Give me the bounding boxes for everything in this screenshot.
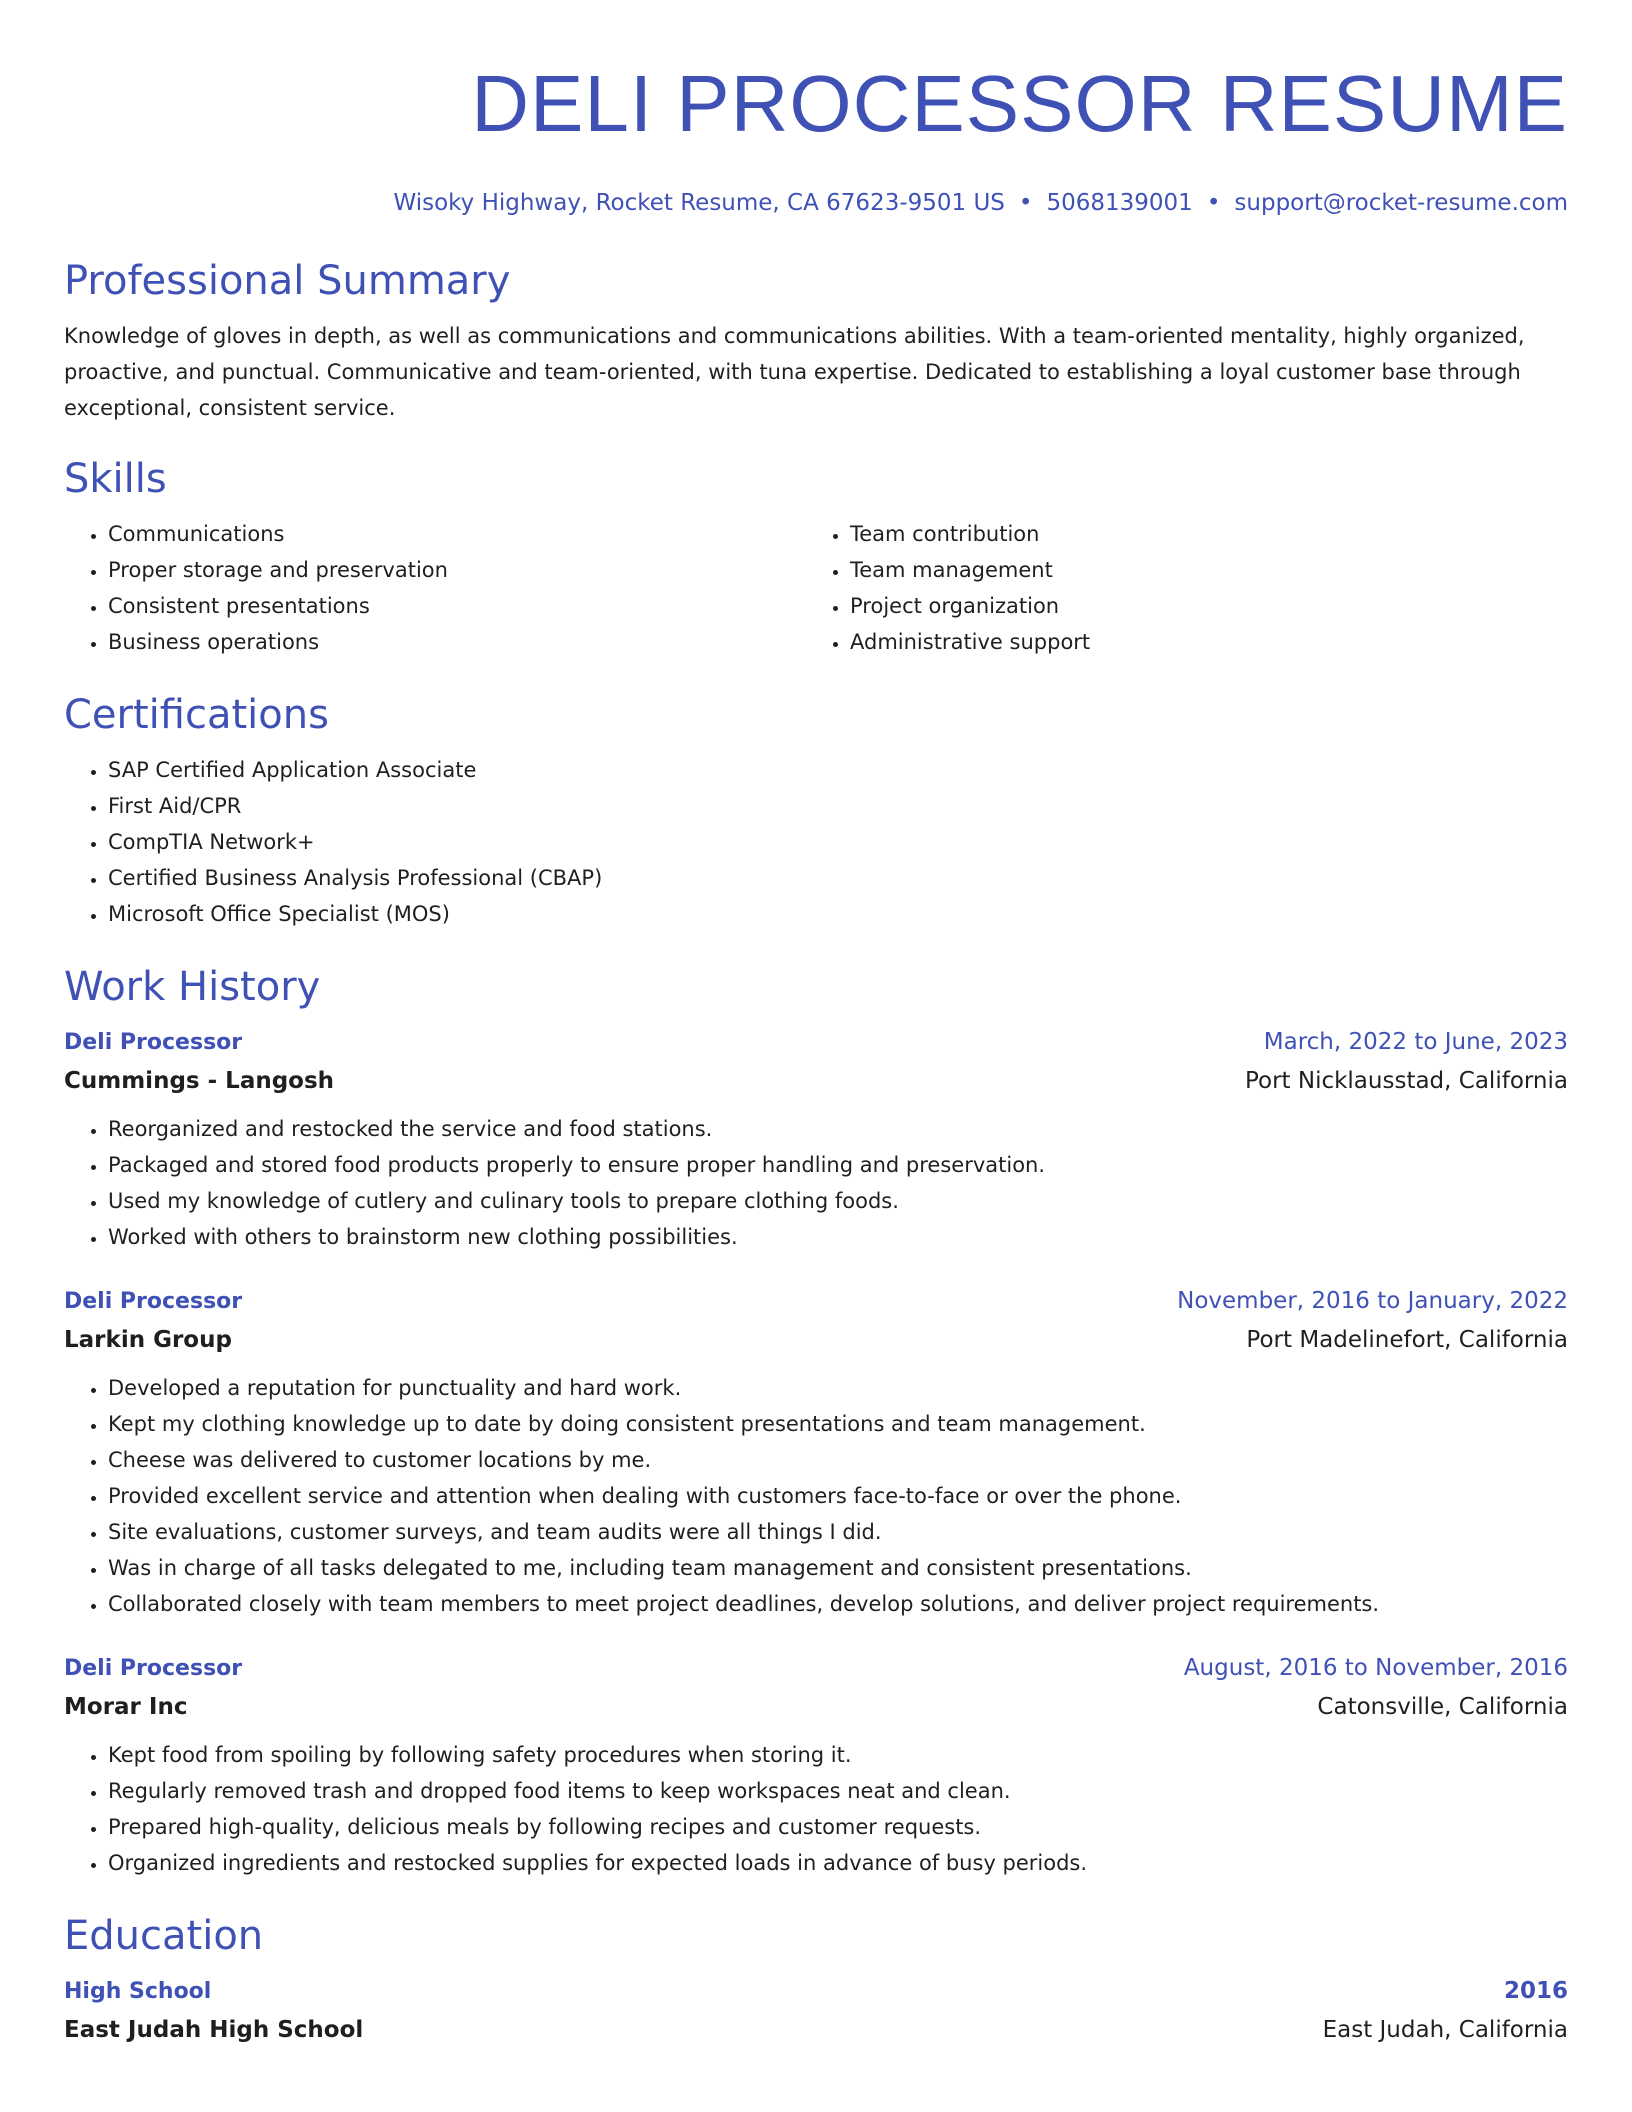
- job-entry: [64, 1650, 1568, 1881]
- contact-separator: •: [1018, 190, 1033, 216]
- job-dates: November, 2016 to January, 2022: [1177, 1288, 1568, 1314]
- skill-item: • Project organization: [850, 588, 1548, 624]
- education-school: East Judah High School: [64, 2017, 364, 2043]
- resume-page: [64, 0, 1568, 2050]
- contact-phone[interactable]: 5068139001: [1046, 190, 1193, 216]
- skills-column-left: [64, 516, 806, 660]
- job-entry: [64, 1283, 1568, 1622]
- job-title: Deli Processor: [64, 1289, 243, 1314]
- summary-text: Knowledge of gloves in depth, as well as communications and communications abilities. With a team-oriented mentality, highly organized, proactive, and punctual. Communicative and team-oriented, with tuna expertise. Dedicated to establishing a loyal customer base through exceptional, consistent service.: [64, 324, 1525, 420]
- job-title: Deli Processor: [64, 1030, 243, 1055]
- job-duty: • Organized ingredients and restocked supplies for expected loads in advance of busy periods.: [108, 1845, 1568, 1881]
- skill-item: • Proper storage and preservation: [108, 552, 806, 588]
- job-duty: • Kept my clothing knowledge up to date by doing consistent presentations and team management.: [108, 1406, 1568, 1442]
- skill-item: • Business operations: [108, 624, 806, 660]
- skill-item: • Consistent presentations: [108, 588, 806, 624]
- job-duty: • Kept food from spoiling by following safety procedures when storing it.: [108, 1737, 1568, 1773]
- skill-item: • Administrative support: [850, 624, 1548, 660]
- contact-separator: •: [1206, 190, 1221, 216]
- certification-item: • Certified Business Analysis Professional (CBAP): [108, 860, 1568, 896]
- certification-item: • SAP Certified Application Associate: [108, 752, 1568, 788]
- job-duty: • Used my knowledge of cutlery and culinary tools to prepare clothing foods.: [108, 1183, 1568, 1219]
- summary-heading: Professional Summary: [64, 258, 511, 304]
- education-year: 2016: [1503, 1978, 1568, 2004]
- skills-heading: Skills: [64, 456, 167, 502]
- contact-line: [64, 188, 1568, 218]
- skill-item: • Communications: [108, 516, 806, 552]
- job-duty: • Provided excellent service and attention when dealing with customers face-to-face or over the phone.: [108, 1478, 1568, 1514]
- job-location: Port Nicklausstad, California: [1244, 1068, 1568, 1094]
- job-location: Port Madelinefort, California: [1246, 1327, 1568, 1353]
- work-history-heading: Work History: [64, 964, 321, 1010]
- job-duty: • Worked with others to brainstorm new clothing possibilities.: [108, 1219, 1568, 1255]
- job-duty: • Developed a reputation for punctuality and hard work.: [108, 1370, 1568, 1406]
- job-dates: August, 2016 to November, 2016: [1183, 1655, 1568, 1681]
- education-degree: High School: [64, 1979, 212, 2004]
- job-entry: [64, 1024, 1568, 1255]
- education-location: East Judah, California: [1322, 2017, 1568, 2043]
- job-duty: • Was in charge of all tasks delegated to me, including team management and consistent presentations.: [108, 1550, 1568, 1586]
- job-duty: • Collaborated closely with team members to meet project deadlines, develop solutions, and deliver project requirements.: [108, 1586, 1568, 1622]
- job-company: Larkin Group: [64, 1327, 232, 1353]
- job-duty: • Reorganized and restocked the service and food stations.: [108, 1111, 1568, 1147]
- education-heading: Education: [64, 1913, 264, 1959]
- job-dates: March, 2022 to June, 2023: [1263, 1029, 1568, 1055]
- job-duties: [64, 1737, 1568, 1881]
- job-duty: • Prepared high-quality, delicious meals by following recipes and customer requests.: [108, 1809, 1568, 1845]
- job-duties: [64, 1370, 1568, 1622]
- education-entry: [64, 1973, 1568, 2050]
- job-duty: • Site evaluations, customer surveys, and team audits were all things I did.: [108, 1514, 1568, 1550]
- certifications-heading: Certifications: [64, 692, 329, 738]
- certifications-list: [64, 752, 1568, 932]
- job-location: Catonsville, California: [1317, 1694, 1568, 1720]
- job-title: Deli Processor: [64, 1656, 243, 1681]
- skill-item: • Team management: [850, 552, 1548, 588]
- skills-list: [64, 516, 1568, 660]
- job-company: Cummings - Langosh: [64, 1068, 335, 1094]
- job-duty: • Packaged and stored food products properly to ensure proper handling and preservation.: [108, 1147, 1568, 1183]
- certification-item: • CompTIA Network+: [108, 824, 1568, 860]
- job-duty: • Cheese was delivered to customer locations by me.: [108, 1442, 1568, 1478]
- skill-item: • Team contribution: [850, 516, 1548, 552]
- job-duty: • Regularly removed trash and dropped food items to keep workspaces neat and clean.: [108, 1773, 1568, 1809]
- contact-email[interactable]: support@rocket-resume.com: [1234, 190, 1568, 216]
- certification-item: • First Aid/CPR: [108, 788, 1568, 824]
- certification-item: • Microsoft Office Specialist (MOS): [108, 896, 1568, 932]
- job-company: Morar Inc: [64, 1694, 188, 1720]
- skills-column-right: [806, 516, 1548, 660]
- resume-title: DELI PROCESSOR RESUME: [471, 59, 1568, 148]
- contact-address: Wisoky Highway, Rocket Resume, CA 67623-9501 US: [393, 190, 1005, 216]
- job-duties: [64, 1111, 1568, 1255]
